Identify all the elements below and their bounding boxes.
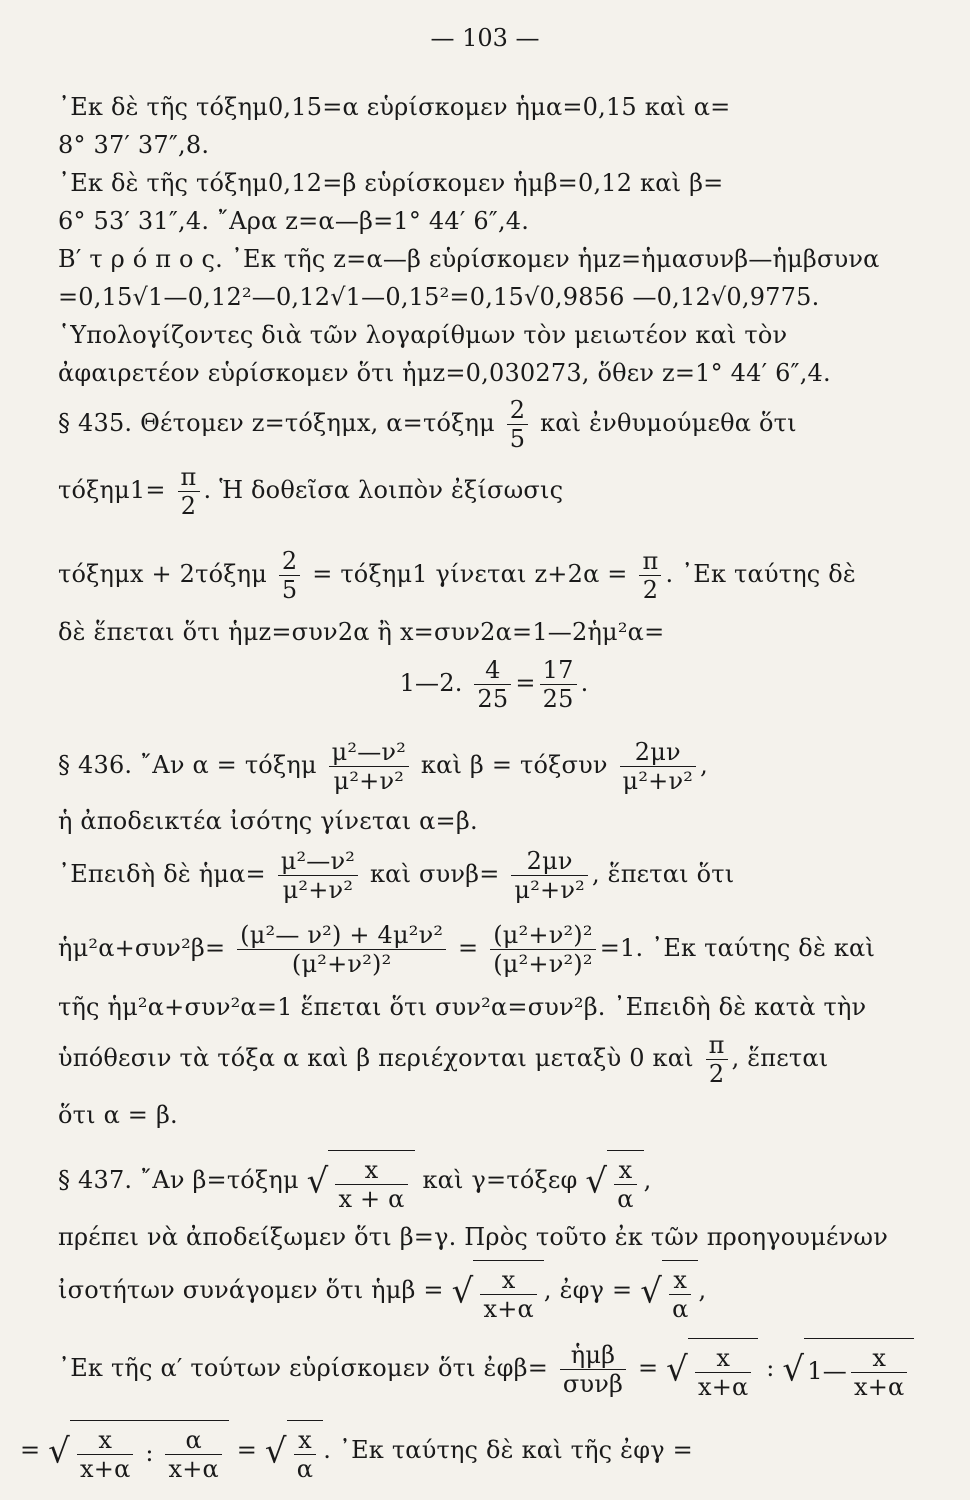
numerator: x xyxy=(77,1426,133,1455)
denominator: (μ²+ν²)² xyxy=(493,950,593,978)
square-root: √ $\frac{x}{\alpha}$ xyxy=(265,1420,323,1483)
paragraph-436-line4 xyxy=(58,920,930,978)
text-line: =0,15√1—0,12²—0,12√1—0,15²=0,15√0,9856 —0,12√0,9775. xyxy=(58,283,820,311)
paragraph-437-line1: § 437. ῎Αν β=τόξημ √ $\frac{x}{x + \alpha}$ καὶ γ=τόξεφ √ $\frac{x}{\alpha}$ , xyxy=(58,1150,930,1213)
numerator: μ²—ν² xyxy=(329,738,409,767)
text-line: ὅτι α = β. xyxy=(58,1101,178,1129)
denominator: 5 xyxy=(281,576,298,604)
square-root: √ $\frac{x}{x + \alpha}$ xyxy=(307,1150,415,1213)
fraction xyxy=(474,656,511,713)
numerator: x xyxy=(851,1344,907,1373)
text: καὶ συνβ= xyxy=(369,860,500,888)
paragraph-435-line1 xyxy=(58,395,930,453)
numerator: 4 xyxy=(474,656,511,685)
denominator: x + α xyxy=(338,1185,405,1213)
denominator: συνβ xyxy=(562,1370,624,1398)
denominator: x+α xyxy=(80,1455,131,1483)
fraction xyxy=(540,656,577,713)
text: καὶ β = τόξσυν xyxy=(420,751,608,779)
fraction xyxy=(560,1341,626,1398)
text: 1—2. xyxy=(399,669,463,697)
square-root: √ $\frac{x}{x+\alpha}$ xyxy=(452,1260,544,1323)
denominator: x+α xyxy=(483,1295,534,1323)
square-root: √ $\frac{x}{x+\alpha}$ : $\frac{\alpha}{x+\alpha}$ xyxy=(48,1420,229,1483)
fraction xyxy=(706,1031,728,1088)
fraction xyxy=(614,1156,636,1213)
fraction xyxy=(294,1426,316,1483)
text-line: 8° 37′ 37″,8. xyxy=(58,131,210,159)
denominator: μ²+ν² xyxy=(514,876,585,904)
text: § 437. ῎Αν β=τόξημ xyxy=(58,1166,299,1194)
paragraph-437-line3: ἰσοτήτων συνάγομεν ὅτι ἡμβ = √ $\frac{x}{x+\alpha}$ , ἐφγ = √ $\frac{x}{\alpha}$ , xyxy=(58,1260,930,1323)
denominator: 2 xyxy=(642,576,659,604)
text: , ἐφγ = xyxy=(543,1276,633,1304)
fraction xyxy=(329,738,409,795)
square-root: √ $\frac{x}{x+\alpha}$ xyxy=(666,1338,758,1401)
text-line: τῆς ἡμ²α+συν²α=1 ἕπεται ὅτι συν²α=συν²β. ᾽Επειδὴ δὲ κατὰ τὴν xyxy=(58,993,867,1021)
text: = τόξημ1 γίνεται z+2α = xyxy=(312,560,628,588)
denominator: 2 xyxy=(708,1060,725,1088)
denominator: x+α xyxy=(168,1455,219,1483)
fraction xyxy=(490,921,596,978)
paragraph-435-line3 xyxy=(58,546,930,604)
numerator: π xyxy=(706,1031,728,1060)
page-number: — 103 — xyxy=(430,24,540,52)
text: = xyxy=(20,1436,41,1464)
text: , ἕπεται ὅτι xyxy=(591,860,735,888)
fraction xyxy=(511,847,588,904)
text: τόξημx + 2τόξημ xyxy=(58,560,268,588)
equation-line: 1—2. $\frac{4}{25}$ = $\frac{17}{25}$ . xyxy=(399,656,589,713)
numerator: 2μν xyxy=(620,738,697,767)
fraction xyxy=(620,738,697,795)
fraction xyxy=(639,547,661,604)
text: καὶ ἐνθυμούμεθα ὅτι xyxy=(540,409,797,437)
numerator: 2 xyxy=(507,396,528,425)
fraction xyxy=(507,396,528,453)
numerator: 17 xyxy=(540,656,577,685)
text: : xyxy=(145,1439,154,1467)
text: ᾽Εκ τῆς α′ τούτων εὑρίσκομεν ὅτι ἐφβ= xyxy=(58,1354,549,1382)
numerator: x xyxy=(669,1266,691,1295)
text: § 435. Θέτομεν z=τόξημx, α=τόξημ xyxy=(58,409,495,437)
text-line: ἡ ἀποδεικτέα ἰσότης γίνεται α=β. xyxy=(58,807,478,835)
fraction xyxy=(695,1344,751,1401)
numerator: (μ²— ν²) + 4μ²ν² xyxy=(237,921,446,950)
denominator: x+α xyxy=(853,1373,905,1401)
square-root: √ $\frac{x}{\alpha}$ xyxy=(585,1150,643,1213)
paragraph-435-line2 xyxy=(58,462,930,520)
paragraph-436-line1: § 436. ῎Αν α = τόξημ $\frac{\text{μ²—ν²}}{\text{μ²+ν²}}$ καὶ β = τόξσυν $\frac{2\mu\nu}{\text{μ²+ν²}}$ , xyxy=(58,738,708,795)
text-line: ἀφαιρετέον εὑρίσκομεν ὅτι ἡμz=0,030273, ὅθεν z=1° 44′ 6″,4. xyxy=(58,359,831,387)
paragraph-437-line4 xyxy=(58,1338,930,1401)
numerator: ἡμβ xyxy=(560,1341,626,1370)
text: : xyxy=(766,1354,775,1382)
fraction xyxy=(335,1156,407,1213)
numerator: x xyxy=(695,1344,751,1373)
denominator: μ²+ν² xyxy=(333,767,405,795)
fraction xyxy=(480,1266,536,1323)
numerator: x xyxy=(614,1156,636,1185)
numerator: π xyxy=(639,547,661,576)
text: ἡμ²α+συν²β= xyxy=(58,934,226,962)
numerator: 2 xyxy=(279,547,300,576)
paragraph-436-line3 xyxy=(58,846,930,904)
text-line: δὲ ἕπεται ὅτι ἡμz=συν2α ἢ x=συν2α=1—2ἡμ²α= xyxy=(58,618,665,646)
text-line: ᾽Εκ δὲ τῆς τόξημ0,12=β εὑρίσκομεν ἡμβ=0,12 καὶ β= xyxy=(58,169,724,197)
text: § 436. ῎Αν α = τόξημ xyxy=(58,751,317,779)
text: 1— xyxy=(807,1357,847,1385)
fraction xyxy=(279,547,300,604)
text-line: ῾Υπολογίζοντες διὰ τῶν λογαρίθμων τὸν μειωτέον καὶ τὸν xyxy=(58,321,788,349)
text-line: πρέπει νὰ ἀποδείξωμεν ὅτι β=γ. Πρὸς τοῦτο ἐκ τῶν προηγουμένων xyxy=(58,1223,888,1251)
fraction xyxy=(77,1426,133,1483)
numerator: 2μν xyxy=(511,847,588,876)
fraction xyxy=(178,463,200,520)
denominator: μ²+ν² xyxy=(622,767,694,795)
square-root: √ $\frac{x}{\alpha}$ xyxy=(640,1260,698,1323)
text: καὶ γ=τόξεφ xyxy=(422,1166,578,1194)
fraction xyxy=(237,921,446,978)
numerator: (μ²+ν²)² xyxy=(490,921,596,950)
numerator: μ²—ν² xyxy=(278,847,358,876)
denominator: α xyxy=(617,1185,634,1213)
paragraph-437-line5 xyxy=(20,1420,930,1483)
denominator: (μ²+ν²)² xyxy=(291,950,392,978)
numerator: π xyxy=(178,463,200,492)
paragraph-436-line6 xyxy=(58,1030,930,1088)
denominator: 25 xyxy=(542,685,574,713)
denominator: 2 xyxy=(180,492,197,520)
denominator: x+α xyxy=(697,1373,749,1401)
denominator: 25 xyxy=(477,685,509,713)
numerator: x xyxy=(480,1266,536,1295)
text: τόξημ1= xyxy=(58,476,166,504)
numerator: x xyxy=(294,1426,316,1455)
denominator: α xyxy=(296,1455,314,1483)
numerator: x xyxy=(335,1156,407,1185)
text: ᾽Επειδὴ δὲ ἡμα= xyxy=(58,860,266,888)
text: = xyxy=(637,1354,659,1382)
text: ἰσοτήτων συνάγομεν ὅτι ἡμβ = xyxy=(58,1276,444,1304)
text: = xyxy=(515,669,536,697)
text: = xyxy=(236,1436,258,1464)
denominator: μ²+ν² xyxy=(282,876,354,904)
text: = xyxy=(458,934,479,962)
fraction xyxy=(278,847,358,904)
fraction xyxy=(669,1266,691,1323)
fraction xyxy=(165,1426,221,1483)
denominator: 5 xyxy=(509,425,526,453)
numerator: α xyxy=(165,1426,221,1455)
text-line: 6° 53′ 31″,4. ῎Αρα z=α—β=1° 44′ 6″,4. xyxy=(58,207,530,235)
text: . ᾽Εκ ταύτης δὲ xyxy=(665,560,856,588)
square-root: √ 1— $\frac{x}{x+\alpha}$ xyxy=(782,1338,914,1401)
text: ὑπόθεσιν τὰ τόξα α καὶ β περιέχονται μεταξὺ 0 καὶ xyxy=(58,1044,694,1072)
text-line: Β′ τ ρ ό π ο ς. ᾽Εκ τῆς z=α—β εὑρίσκομεν ἡμz=ἡμασυνβ—ἡμβσυνα xyxy=(58,245,880,273)
text-line: ᾽Εκ δὲ τῆς τόξημ0,15=α εὑρίσκομεν ἡμα=0,15 καὶ α= xyxy=(58,93,731,121)
text: , ἕπεται xyxy=(731,1044,829,1072)
fraction xyxy=(851,1344,907,1401)
denominator: α xyxy=(672,1295,689,1323)
text: . Ἡ δοθεῖσα λοιπὸν ἐξίσωσις xyxy=(203,476,564,504)
text: . ᾽Εκ ταύτης δὲ καὶ τῆς ἐφγ = xyxy=(323,1436,693,1464)
text: =1. ᾽Εκ ταύτης δὲ καὶ xyxy=(599,934,876,962)
